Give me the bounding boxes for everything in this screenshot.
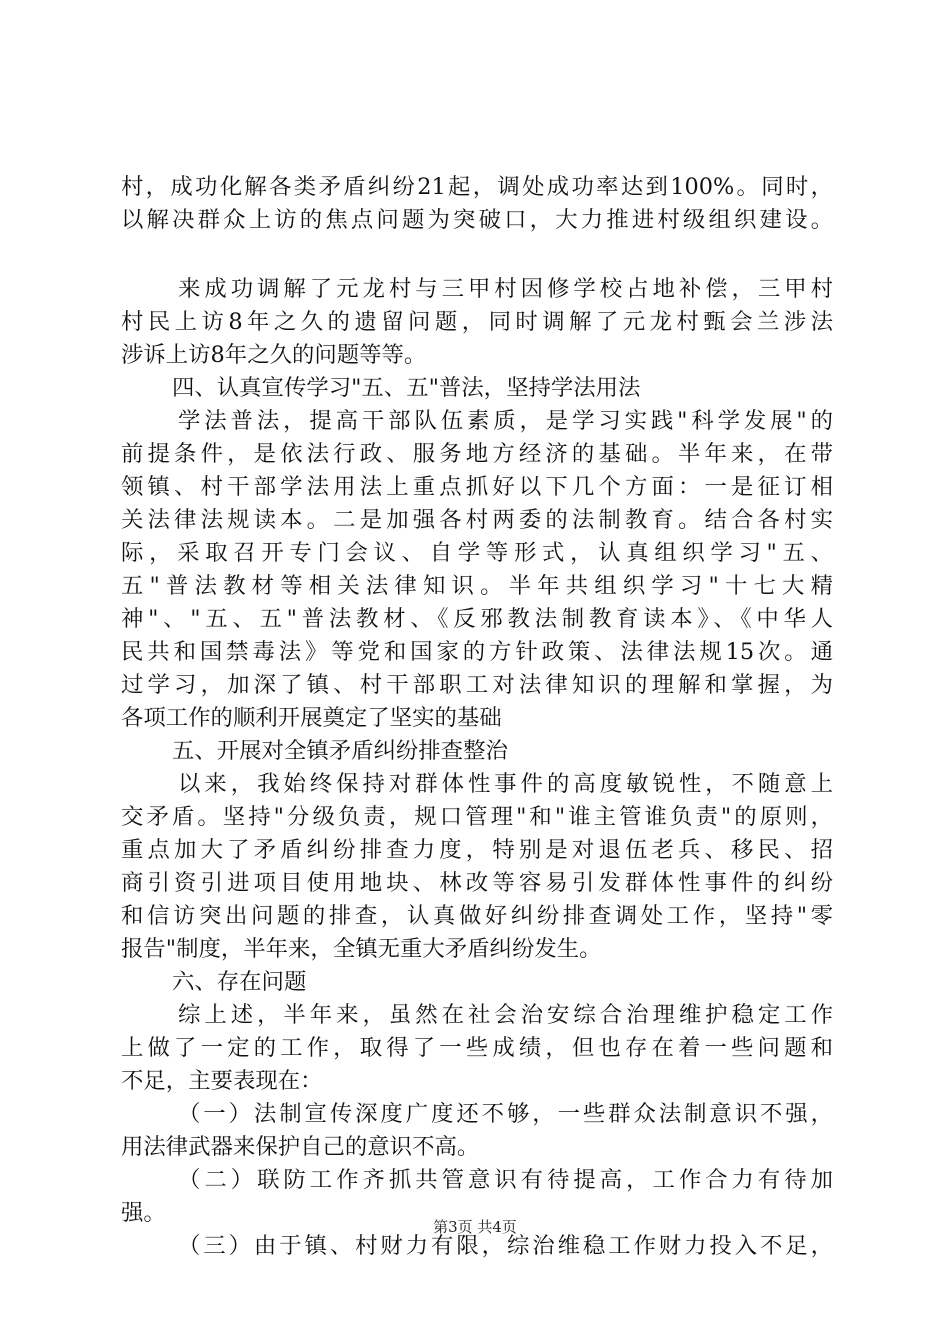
document-body xyxy=(121,171,833,1263)
text-line: 不足，主要表现在： xyxy=(121,1068,323,1094)
text-line: 各项工作的顺利开展奠定了坚实的基础 xyxy=(121,705,502,731)
text-line: 以解决群众上访的焦点问题为突破口，大力推进村级组织建设。 xyxy=(121,207,833,233)
text-line: 强。 xyxy=(121,1200,166,1226)
text-line: 用法律武器来保护自己的意识不高。 xyxy=(121,1134,480,1160)
text-line: 商引资引进项目使用地块、林改等容易引发群体性事件的纠纷 xyxy=(121,870,833,896)
text-line: （二）联防工作齐抓共管意识有待提高，工作合力有待加 xyxy=(178,1167,833,1193)
text-line: 村，成功化解各类矛盾纠纷21起，调处成功率达到100%。同时， xyxy=(121,174,833,200)
text-line: 学法普法，提高干部队伍素质，是学习实践"科学发展"的 xyxy=(178,408,833,434)
text-line: 际，采取召开专门会议、自学等形式，认真组织学习"五、 xyxy=(121,540,833,566)
text-line: 过学习，加深了镇、村干部职工对法律知识的理解和掌握，为 xyxy=(121,672,833,698)
section-heading: 五、开展对全镇矛盾纠纷排查整治 xyxy=(172,738,508,764)
text-line: 以来，我始终保持对群体性事件的高度敏锐性，不随意上 xyxy=(178,771,833,797)
section-heading: 六、存在问题 xyxy=(172,969,307,995)
text-line: 五"普法教材等相关法律知识。半年共组织学习"十七大精 xyxy=(121,573,833,599)
text-line: 民共和国禁毒法》等党和国家的方针政策、法律法规15次。通 xyxy=(121,639,833,665)
page-number-footer: 第3页 共4页 xyxy=(433,1218,517,1236)
text-line: 村民上访8年之久的遗留问题，同时调解了元龙村甄会兰涉法 xyxy=(121,309,833,335)
text-line: 来成功调解了元龙村与三甲村因修学校占地补偿，三甲村 xyxy=(178,276,833,302)
section-heading: 四、认真宣传学习"五、五"普法，坚持学法用法 xyxy=(172,375,641,401)
text-line: 前提条件，是依法行政、服务地方经济的基础。半年来，在带 xyxy=(121,441,833,467)
text-line: 领镇、村干部学法用法上重点抓好以下几个方面：一是征订相 xyxy=(121,474,833,500)
text-line: 和信访突出问题的排查，认真做好纠纷排查调处工作，坚持"零 xyxy=(121,903,833,929)
text-line: 报告"制度，半年来，全镇无重大矛盾纠纷发生。 xyxy=(121,936,602,962)
text-line: 神"、"五、五"普法教材、《反邪教法制教育读本》、《中华人 xyxy=(121,606,833,632)
text-line: 涉诉上访8年之久的问题等等。 xyxy=(121,342,427,368)
text-line: 综上述，半年来，虽然在社会治安综合治理维护稳定工作 xyxy=(178,1002,833,1028)
text-line: 关法律法规读本。二是加强各村两委的法制教育。结合各村实 xyxy=(121,507,833,533)
text-line: （三）由于镇、村财力有限，综治维稳工作财力投入不足， xyxy=(178,1233,833,1259)
text-line: （一）法制宣传深度广度还不够，一些群众法制意识不强， xyxy=(178,1101,833,1127)
text-line: 上做了一定的工作，取得了一些成绩，但也存在着一些问题和 xyxy=(121,1035,833,1061)
text-line: 交矛盾。坚持"分级负责，规口管理"和"谁主管谁负责"的原则， xyxy=(121,804,833,830)
text-line: 重点加大了矛盾纠纷排查力度，特别是对退伍老兵、移民、招 xyxy=(121,837,833,863)
